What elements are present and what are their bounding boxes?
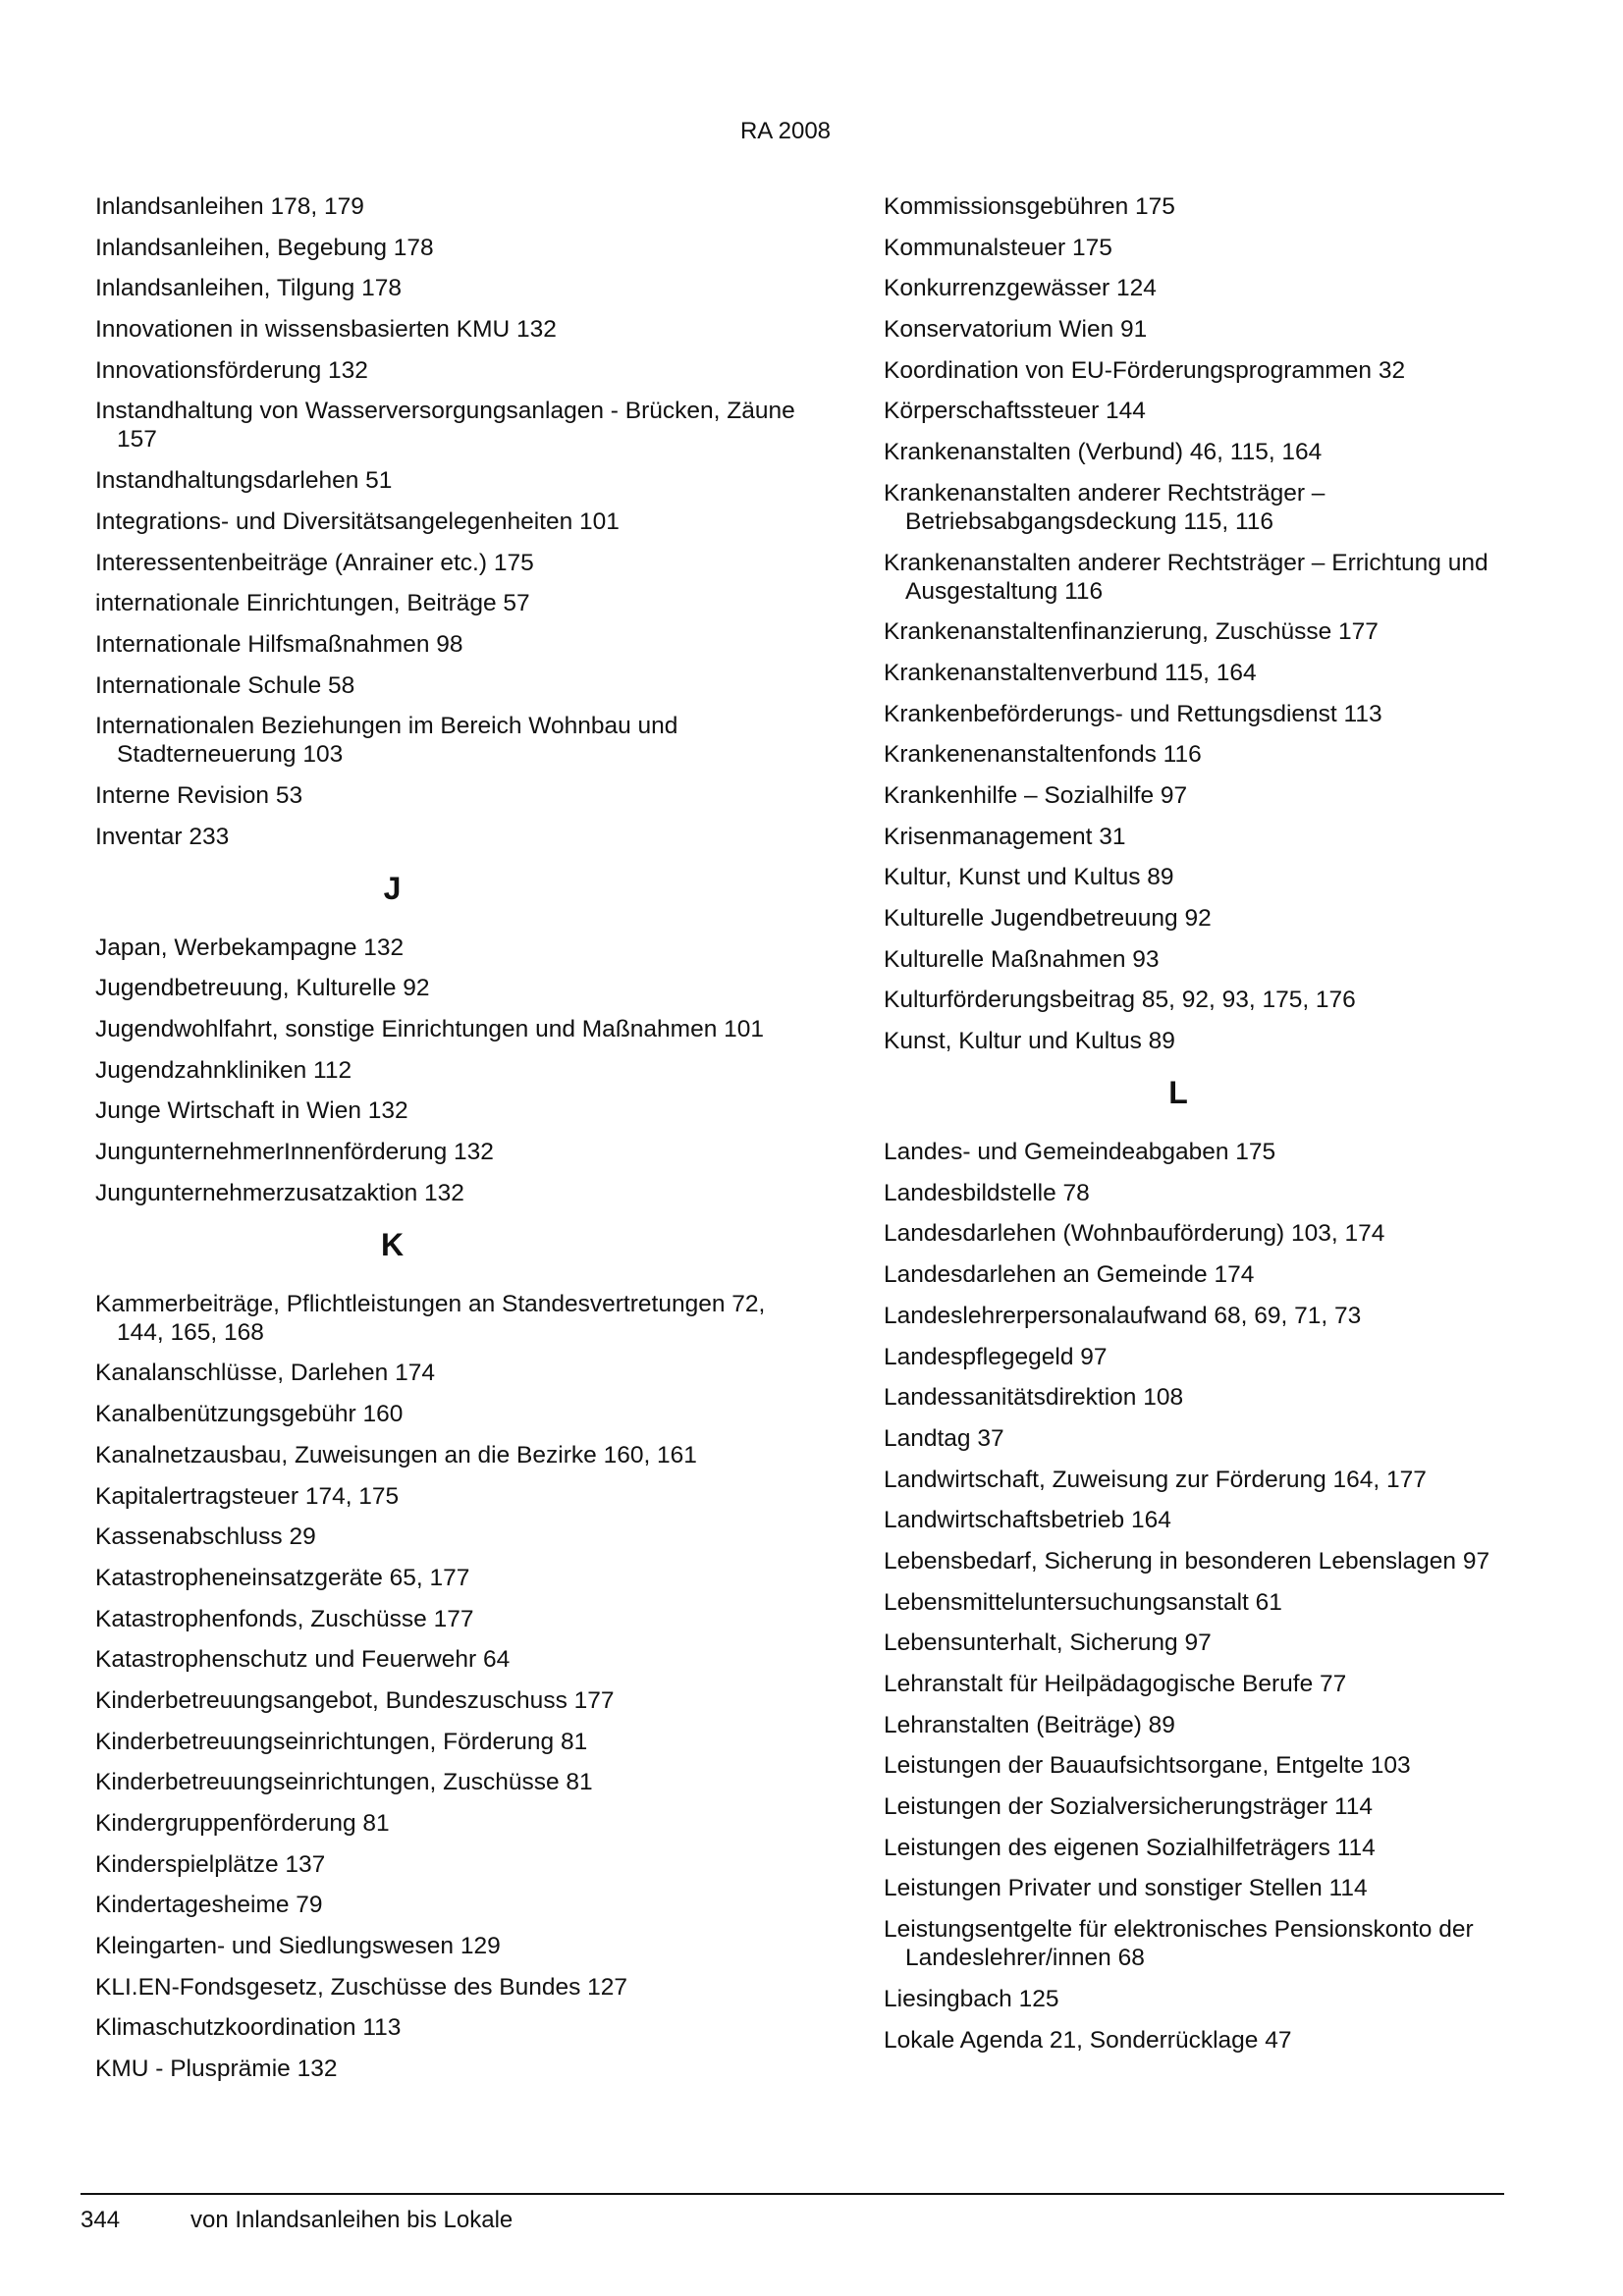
index-entry: Kunst, Kultur und Kultus 89: [884, 1028, 1175, 1055]
index-entry: Inlandsanleihen, Begebung 178: [95, 234, 434, 261]
index-entry: Krankenanstalten anderer Rechtsträger – Betriebsabgangsdeckung 115, 116: [884, 479, 1325, 535]
index-entry: Kanalnetzausbau, Zuweisungen an die Bezirke 160, 161: [95, 1441, 697, 1468]
index-entry: Leistungen des eigenen Sozialhilfeträgers 114: [884, 1834, 1376, 1861]
index-entry: Krankenenanstaltenfonds 116: [884, 741, 1202, 769]
index-column-right: [884, 192, 1532, 2066]
index-entry: Krisenmanagement 31: [884, 823, 1126, 850]
index-entry: Krankenbeförderungs- und Rettungsdienst 113: [884, 700, 1382, 727]
index-entry: Kanalanschlüsse, Darlehen 174: [95, 1360, 435, 1387]
index-entry: Landesdarlehen (Wohnbauförderung) 103, 174: [884, 1220, 1385, 1248]
index-entry: Leistungsentgelte für elektronisches Pensionskonto der Landeslehrer/innen 68: [884, 1916, 1474, 1972]
index-entry: Integrations- und Diversitätsangelegenheiten 101: [95, 507, 620, 535]
index-entry: Kinderspielplätze 137: [95, 1850, 326, 1878]
index-entry: KLI.EN-Fondsgesetz, Zuschüsse des Bundes 127: [95, 1973, 628, 2001]
index-entry: Katastrophenfonds, Zuschüsse 177: [95, 1605, 474, 1632]
page-range: von Inlandsanleihen bis Lokale: [190, 2207, 514, 2233]
index-entry: Landwirtschaftsbetrieb 164: [884, 1507, 1171, 1534]
index-entry: Katastrophenschutz und Feuerwehr 64: [95, 1646, 511, 1674]
index-entry: Leistungen der Sozialversicherungsträger 114: [884, 1793, 1374, 1821]
index-entry: KMU - Plusprämie 132: [95, 2056, 338, 2083]
index-entry: Kanalbenützungsgebühr 160: [95, 1401, 404, 1428]
index-entry: Kommunalsteuer 175: [884, 234, 1112, 261]
index-entry: Innovationsförderung 132: [95, 356, 368, 384]
index-entry: Jugendbetreuung, Kulturelle 92: [95, 975, 430, 1002]
index-entry: Kleingarten- und Siedlungswesen 129: [95, 1933, 501, 1960]
index-entry: Junge Wirtschaft in Wien 132: [95, 1097, 408, 1125]
index-entry: Innovationen in wissensbasierten KMU 132: [95, 316, 557, 344]
index-entry: Kulturförderungsbeitrag 85, 92, 93, 175, 176: [884, 987, 1356, 1014]
index-entry: Kinderbetreuungseinrichtungen, Förderung 81: [95, 1728, 588, 1755]
page-header: RA 2008: [739, 118, 832, 144]
index-entry: Kindertagesheime 79: [95, 1892, 323, 1919]
index-entry: Kinderbetreuungseinrichtungen, Zuschüsse 81: [95, 1769, 593, 1796]
index-entry: Japan, Werbekampagne 132: [95, 934, 405, 961]
index-entry: Jungunternehmerzusatzaktion 132: [95, 1179, 464, 1206]
index-entry: Internationale Hilfsmaßnahmen 98: [95, 630, 463, 658]
index-entry: Kindergruppenförderung 81: [95, 1810, 390, 1837]
index-letter-heading: L: [1168, 1075, 1188, 1111]
index-entry: Lebensbedarf, Sicherung in besonderen Lebenslagen 97: [884, 1547, 1490, 1575]
index-entry: Landesbildstelle 78: [884, 1179, 1090, 1206]
index-entry: JungunternehmerInnenförderung 132: [95, 1139, 494, 1166]
index-entry: Leistungen Privater und sonstiger Stellen 114: [884, 1875, 1368, 1902]
index-entry: Landtag 37: [884, 1424, 1004, 1452]
index-entry: Liesingbach 125: [884, 1985, 1059, 2012]
index-entry: Jugendzahnkliniken 112: [95, 1056, 352, 1084]
index-entry: Krankenanstaltenfinanzierung, Zuschüsse 177: [884, 618, 1379, 646]
index-entry: Kinderbetreuungsangebot, Bundeszuschuss 177: [95, 1686, 615, 1714]
index-entry: Kapitalertragsteuer 174, 175: [95, 1482, 400, 1510]
index-entry: Lehranstalten (Beiträge) 89: [884, 1711, 1175, 1738]
footer-divider: [81, 2193, 1504, 2195]
index-letter-heading: K: [380, 1226, 405, 1262]
index-entry: Interessentenbeiträge (Anrainer etc.) 175: [95, 549, 534, 576]
index-entry: Kulturelle Maßnahmen 93: [884, 945, 1160, 973]
index-letter-heading: J: [383, 870, 402, 906]
index-entry: Katastropheneinsatzgeräte 65, 177: [95, 1564, 470, 1591]
index-entry: Koordination von EU-Förderungsprogrammen 32: [884, 356, 1406, 384]
index-entry: Lokale Agenda 21, Sonderrücklage 47: [884, 2026, 1292, 2054]
index-entry: Lebensunterhalt, Sicherung 97: [884, 1629, 1212, 1657]
index-entry: Interne Revision 53: [95, 781, 303, 809]
index-entry: internationale Einrichtungen, Beiträge 57: [95, 590, 530, 617]
index-entry: Landesdarlehen an Gemeinde 174: [884, 1261, 1255, 1289]
index-entry: Landessanitätsdirektion 108: [884, 1384, 1184, 1412]
index-entry: Landwirtschaft, Zuweisung zur Förderung 164, 177: [884, 1466, 1427, 1493]
index-entry: Inventar 233: [95, 823, 230, 850]
index-entry: Landes- und Gemeindeabgaben 175: [884, 1139, 1276, 1166]
index-column-left: [95, 192, 802, 2096]
index-entry: Kulturelle Jugendbetreuung 92: [884, 905, 1212, 932]
index-entry: Krankenhilfe – Sozialhilfe 97: [884, 781, 1188, 809]
index-entry: Konservatorium Wien 91: [884, 316, 1148, 344]
index-entry: Konkurrenzgewässer 124: [884, 275, 1157, 302]
index-entry: Instandhaltungsdarlehen 51: [95, 467, 393, 495]
index-entry: Internationale Schule 58: [95, 671, 355, 699]
index-entry: Internationalen Beziehungen im Bereich Wohnbau und Stadterneuerung 103: [95, 713, 678, 769]
index-entry: Leistungen der Bauaufsichtsorgane, Entgelte 103: [884, 1752, 1411, 1780]
index-entry: Lehranstalt für Heilpädagogische Berufe 77: [884, 1671, 1347, 1697]
page-number: 344: [81, 2207, 121, 2233]
index-entry: Inlandsanleihen, Tilgung 178: [95, 275, 402, 302]
index-entry: Kultur, Kunst und Kultus 89: [884, 864, 1174, 891]
index-entry: Instandhaltung von Wasserversorgungsanlagen - Brücken, Zäune 157: [95, 398, 795, 454]
index-entry: Landeslehrerpersonalaufwand 68, 69, 71, 73: [884, 1302, 1362, 1329]
index-entry: Körperschaftssteuer 144: [884, 398, 1146, 425]
index-entry: Kammerbeiträge, Pflichtleistungen an Standesvertretungen 72, 144, 165, 168: [95, 1290, 766, 1346]
index-entry: Lebensmitteluntersuchungsanstalt 61: [884, 1588, 1282, 1616]
index-entry: Klimaschutzkoordination 113: [95, 2014, 402, 2042]
index-entry: Krankenanstalten anderer Rechtsträger – Errichtung und Ausgestaltung 116: [884, 549, 1488, 605]
index-entry: Krankenanstaltenverbund 115, 164: [884, 659, 1257, 686]
index-entry: Kommissionsgebühren 175: [884, 193, 1175, 220]
index-entry: Inlandsanleihen 178, 179: [95, 193, 364, 220]
index-entry: Landespflegegeld 97: [884, 1343, 1108, 1370]
index-entry: Kassenabschluss 29: [95, 1523, 316, 1551]
index-entry: Jugendwohlfahrt, sonstige Einrichtungen und Maßnahmen 101: [95, 1016, 764, 1042]
index-entry: Krankenanstalten (Verbund) 46, 115, 164: [884, 439, 1323, 466]
